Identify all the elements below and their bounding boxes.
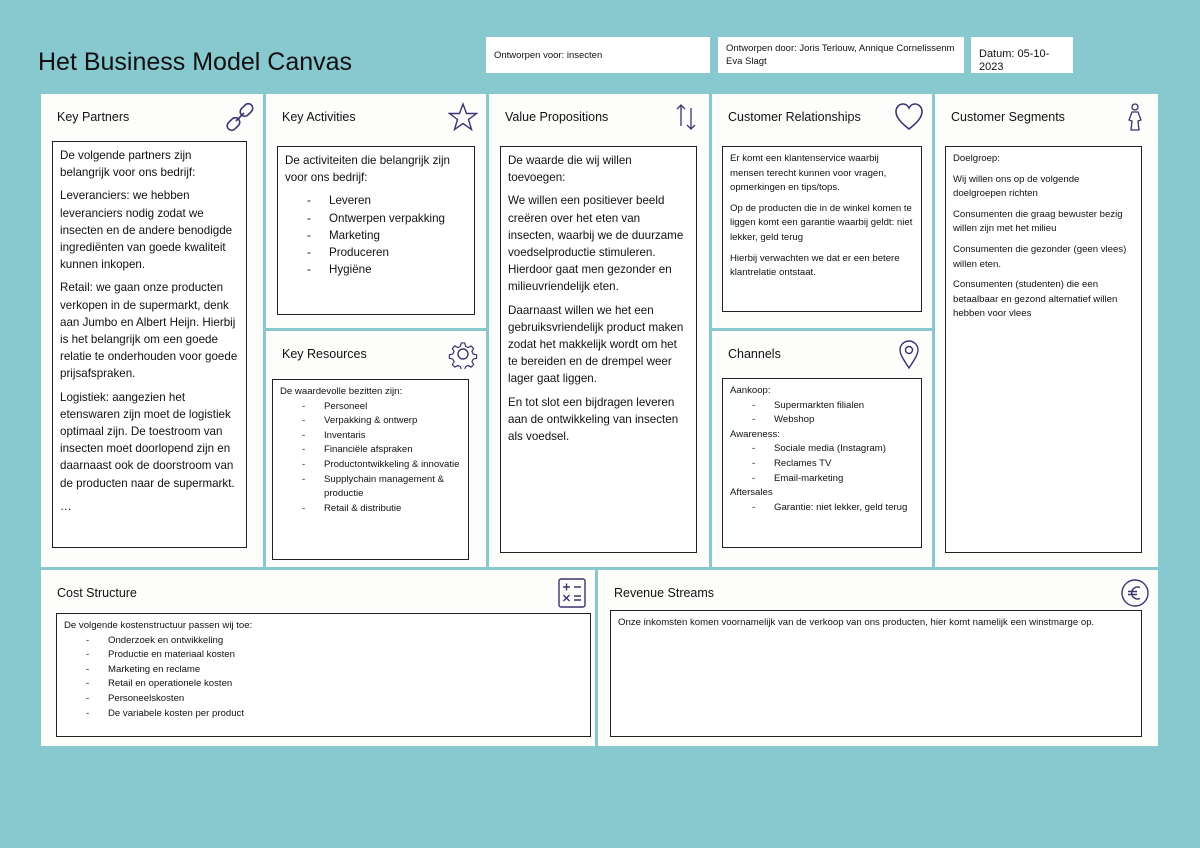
list-item: - Supplychain management & productie [280,473,461,502]
revenue-streams-textbox[interactable] [610,610,1142,737]
list-item: - Retail & distributie [280,502,461,517]
customer-relationships-panel [712,94,932,328]
list-item: - Verpakking & ontwerp [280,414,461,429]
customer-segments-title: Customer Segments [951,110,1065,124]
paragraph: Logistiek: aangezien het etenswaren zijn moet de logistiek optimaal zijn. De toestroom van insecten moet doorlopend zijn en daarnaast ook de doorstroom van de producten naar de supermarkt. [60,390,235,490]
list-item: - De variabele kosten per product [64,707,583,722]
list-item: - Productontwikkeling & innovatie [280,458,461,473]
customer-relationships-textbox[interactable] [722,146,922,312]
page-title: Het Business Model Canvas [38,48,353,76]
designed-by-line2: Eva Slagt [726,56,767,67]
gear-icon [448,339,478,369]
key-activities-textbox[interactable] [277,146,475,315]
value-propositions-panel [489,94,709,567]
list-item: - Webshop [730,413,914,428]
list-item: - Inventaris [280,429,461,444]
paragraph: Aftersales [730,487,773,499]
list-item: - Reclames TV [730,457,914,472]
designed-by [718,37,964,73]
paragraph: De waardevolle bezitten zijn: [280,386,403,397]
designed-for-text: Ontworpen voor: insecten [494,50,603,61]
paragraph: De volgende kostenstructuur passen wij toe: [64,620,253,631]
list-item: - Leveren [285,192,467,209]
paragraph: Consumenten die graag bewuster bezig willen zijn met het milieu [953,208,1123,235]
list-item: - Supermarkten filialen [730,399,914,414]
cost-structure-title: Cost Structure [57,586,137,600]
paragraph: En tot slot een bijdragen leveren aan de ontwikkeling van insecten als voedsel. [508,395,679,444]
key-partners-title: Key Partners [57,110,130,124]
value-propositions-title: Value Propositions [505,110,609,124]
paragraph: Onze inkomsten komen voornamelijk van de verkoop van ons producten, hier komt namelijk een winstmarge op. [618,617,1095,628]
paragraph: Awareness: [730,428,780,440]
paragraph: Er komt een klantenservice waarbij mensen terecht kunnen voor vragen, opmerkingen en tips/tops. [730,153,887,194]
list-item: - Email-marketing [730,472,914,487]
list-item: - Marketing en reclame [64,663,583,678]
paragraph: Op de producten die in de winkel komen te liggen komt een garantie waarbij geldt: niet lekker, geld terug [730,202,913,243]
key-partners-textbox[interactable] [52,141,247,548]
paragraph: Doelgroep: [953,153,1000,164]
up-down-arrows-icon [671,102,701,132]
euro-icon [1120,578,1150,608]
paragraph: De volgende partners zijn belangrijk voor ons bedrijf: [60,149,196,180]
paragraph: De waarde die wij willen toevoegen: [508,154,632,185]
channels-textbox[interactable] [722,378,922,548]
list-item: - Marketing [285,227,467,244]
person-icon [1120,102,1150,132]
paragraph: Leveranciers: we hebben leveranciers nodig zodat we insecten en de andere benodigde ingrediënten van goede kwaliteit kunnen inkopen. [60,189,233,272]
paragraph: Consumenten (studenten) die een betaalbaar en gezond alternatief willen hebben voor vlees [953,279,1118,320]
key-partners-panel [41,94,263,567]
list-item: - Retail en operationele kosten [64,677,583,692]
date [971,37,1073,73]
revenue-streams-panel [598,570,1158,746]
list-item: - Ontwerpen verpakking [285,210,467,227]
location-pin-icon [894,339,924,369]
paragraph: We willen een positiever beeld creëren over het eten van insecten, waarbij we de duurzame voedselproductie stimuleren. Hierdoor gaat men gezonder en milieuvriendelijk eten. [508,194,684,294]
revenue-streams-title: Revenue Streams [614,586,715,600]
customer-relationships-title: Customer Relationships [728,110,861,124]
paragraph: De activiteiten die belangrijk zijn voor ons bedrijf: [285,154,450,185]
list-item: - Financiële afspraken [280,443,461,458]
channels-title: Channels [728,347,781,361]
cost-structure-panel [41,570,595,746]
key-resources-textbox[interactable] [272,379,469,560]
paragraph: Aankoop: [730,385,771,396]
paragraph: … [60,499,72,513]
list-item: - Personeelskosten [64,692,583,707]
star-icon [448,102,478,132]
list-item: - Productie en materiaal kosten [64,648,583,663]
paragraph: Wij willen ons op de volgende doelgroepen richten [953,173,1080,200]
key-activities-title: Key Activities [282,110,356,124]
calculator-icon [557,578,587,608]
customer-segments-panel [935,94,1158,567]
key-activities-panel [266,94,486,328]
key-resources-title: Key Resources [282,347,367,361]
designed-by-line1: Ontworpen door: Joris Terlouw, Annique Cornelissenm [726,43,955,54]
list-item: - Garantie: niet lekker, geld terug [730,501,914,516]
key-resources-panel [266,331,486,567]
customer-segments-textbox[interactable] [945,146,1142,553]
date-text: Datum: 05-10-2023 [979,48,1050,73]
list-item: - Sociale media (Instagram) [730,442,914,457]
list-item: - Onderzoek en ontwikkeling [64,634,583,649]
paragraph: Consumenten die gezonder (geen vlees) willen eten. [953,243,1127,270]
paragraph: Hierbij verwachten we dat er een betere klantrelatie ontstaat. [730,252,900,279]
cost-structure-textbox[interactable] [56,613,591,737]
paragraph: Retail: we gaan onze producten verkopen in de supermarkt, denk aan Jumbo en Albert Heijn. Hierbij is het belangrijk om een goede relatie te onderhouden voor goede prijsafspraken. [60,281,238,381]
link-icon [225,102,255,132]
list-item: - Personeel [280,400,461,415]
channels-panel [712,331,932,567]
list-item: - Produceren [285,244,467,261]
paragraph: Daarnaast willen we het een gebruiksvriendelijk product maken zodat het makkelijk wordt om het te bereiden en de drempel weer lager gaat liggen. [508,303,684,386]
list-item: - Hygiëne [285,261,467,278]
value-propositions-textbox[interactable] [500,146,697,553]
designed-for [486,37,710,73]
heart-icon [894,102,924,132]
